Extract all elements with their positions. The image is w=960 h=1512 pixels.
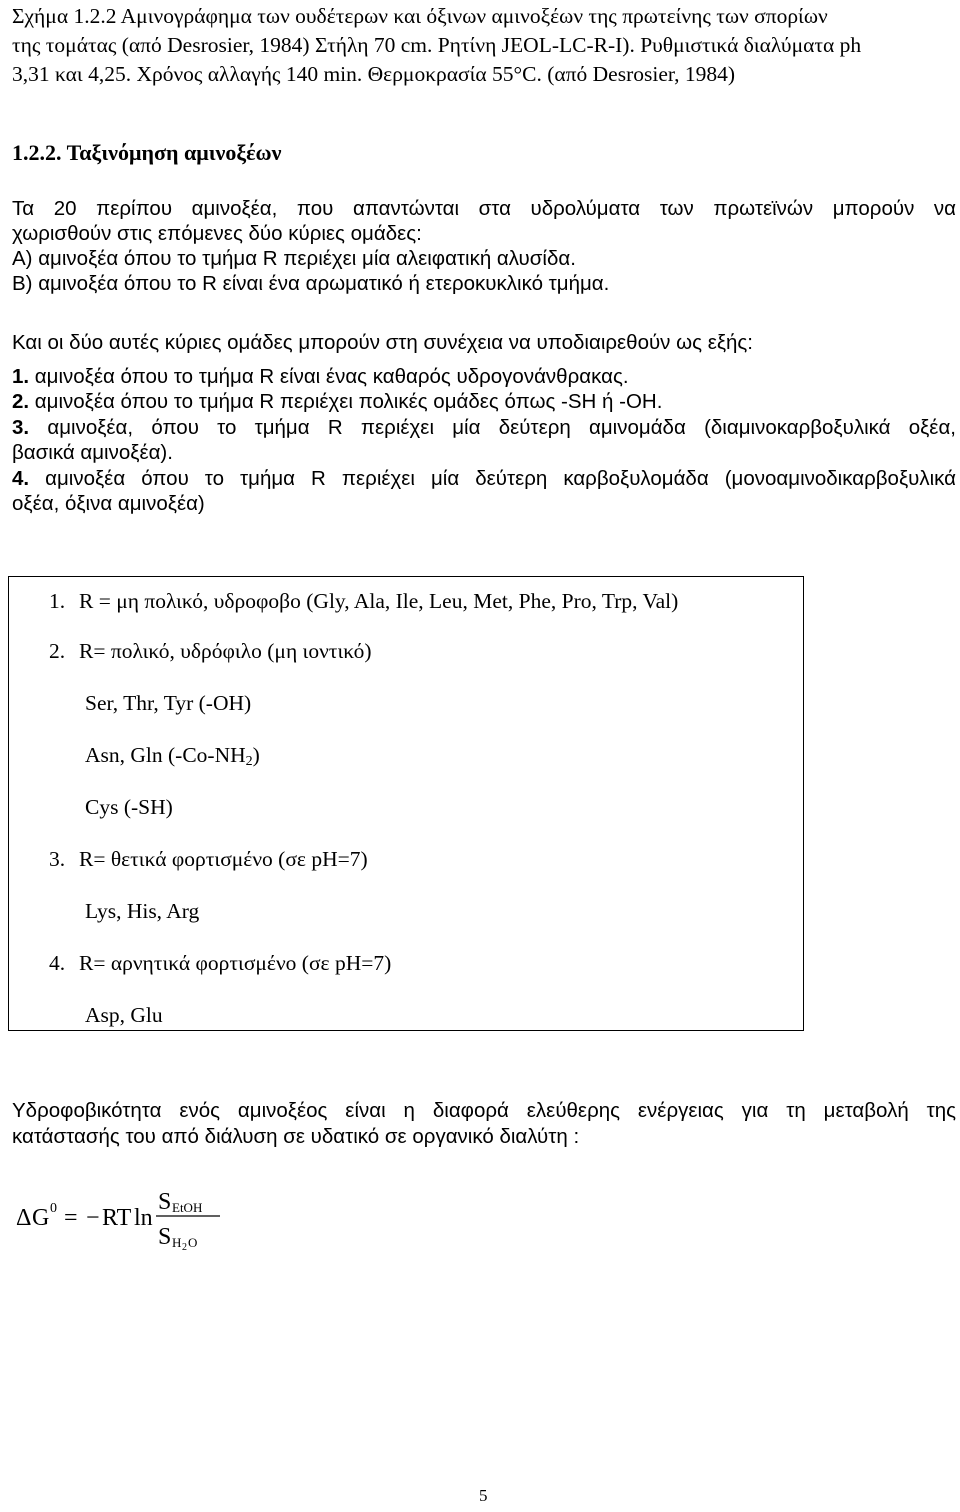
hydrophobicity-paragraph — [12, 1098, 956, 1150]
subgroup-item-3-cont: βασικά αμινοξέα). — [12, 441, 173, 464]
group-2-amide-end: ) — [252, 743, 260, 767]
group-3-text: R= θετικά φορτισμένο (σε pH=7) — [79, 847, 368, 871]
group-2-thiol: Cys (-SH) — [85, 795, 173, 819]
group-4 — [49, 951, 391, 976]
intro-line-4: Β) αμινοξέα όπου το R είναι ένα αρωματικό ή ετεροκυκλικό τμήμα. — [12, 272, 610, 295]
formula-denominator-sub-o: O — [188, 1235, 198, 1250]
subgroup-item-1-text: αμινοξέα όπου το τμήμα R είναι ένας καθαρός υδρογονάνθρακας. — [29, 364, 629, 388]
formula-delta: Δ — [16, 1205, 32, 1231]
intro-paragraph — [12, 196, 956, 296]
caption-line-3: 3,31 και 4,25. Χρόνος αλλαγής 140 min. Θερμοκρασία 55°C. (από Desrosier, 1984) — [12, 62, 736, 86]
formula-ln: ln — [134, 1205, 153, 1231]
hydrophobicity-line-2: κατάστασής του από διάλυση σε υδατικό σε οργανικό διαλύτη : — [12, 1125, 580, 1148]
subgroup-item-1 — [12, 364, 956, 390]
caption-line-1: Σχήμα 1.2.2 Αμινογράφημα των ουδέτερων και όξινων αμινοξέων της πρωτείνης των σπορίων — [12, 4, 828, 28]
group-2-amide-sub: 2 — [245, 754, 253, 769]
formula-superscript-0: 0 — [50, 1201, 57, 1216]
subgroup-item-4-text: αμινοξέα όπου το τμήμα R περιέχει μία δεύτερη καρβοξυλομάδα (μονοαμινοδικαρβοξυλικά — [29, 466, 956, 490]
subgroup-item-2-num: 2. — [12, 390, 30, 413]
subgroup-item-4-cont: οξέα, όξινα αμινοξέα) — [12, 492, 205, 515]
formula-g: G — [32, 1205, 50, 1231]
group-1-text: R = μη πολικό, υδροφοβο (Gly, Ala, Ile, Leu, Met, Phe, Pro, Trp, Val) — [79, 589, 679, 613]
subgroup-item-3-num: 3. — [12, 415, 30, 439]
intro-line-2: χωρισθούν στις επόμενες δύο κύριες ομάδες: — [12, 222, 422, 245]
formula-denominator-sub-h: H — [172, 1235, 182, 1250]
free-energy-formula — [16, 1184, 256, 1254]
group-4-text: R= αρνητικά φορτισμένο (σε pH=7) — [79, 951, 392, 975]
formula-numerator-sub: EtOH — [172, 1200, 203, 1215]
subgroups-paragraph — [12, 330, 956, 517]
formula-denominator-sub-2: 2 — [182, 1242, 187, 1253]
formula-minus: − — [86, 1205, 100, 1231]
group-2-amide — [85, 743, 260, 770]
group-1 — [49, 589, 678, 614]
group-2-text: R= πολικό, υδρόφιλο (μη ιοντικό) — [79, 639, 372, 663]
caption-line-2: της τομάτας (από Desrosier, 1984) Στήλη 70 cm. Ρητίνη JEOL-LC-R-I). Ρυθμιστικά διαλύματα ph — [12, 33, 862, 57]
group-2-hydroxyl: Ser, Thr, Tyr (-OH) — [85, 691, 252, 715]
subgroup-item-3-text: αμινοξέα, όπου το τμήμα R περιέχει μία δεύτερη αμινομάδα (διαμινοκαρβοξυλικά οξέα, — [29, 415, 956, 439]
subgroups-intro: Και οι δύο αυτές κύριες ομάδες μπορούν στη συνέχεια να υποδιαιρεθούν ως εξής: — [12, 331, 754, 354]
classification-box — [8, 576, 804, 1031]
group-2 — [49, 639, 372, 664]
subgroup-item-2 — [12, 389, 956, 415]
group-2-amide-main: Asn, Gln (-Co-NH — [85, 743, 246, 767]
formula-denominator-s: S — [158, 1224, 172, 1250]
figure-caption — [12, 2, 956, 89]
formula-numerator-s: S — [158, 1189, 172, 1215]
intro-line-1: Τα 20 περίπου αμινοξέα, που απαντώνται στα υδρολύματα των πρωτεϊνών μπορούν να — [12, 197, 956, 220]
group-1-num: 1. — [49, 589, 66, 613]
group-4-members: Asp, Glu — [85, 1003, 163, 1027]
subgroup-item-4 — [12, 466, 956, 492]
formula-rt: RT — [102, 1205, 132, 1231]
group-3-num: 3. — [49, 847, 66, 871]
group-3 — [49, 847, 368, 872]
hydrophobicity-line-1: Υδροφοβικότητα ενός αμινοξέος είναι η διαφορά ελεύθερης ενέργειας για τη μεταβολή της — [12, 1099, 956, 1122]
subgroup-item-3 — [12, 415, 956, 441]
subgroup-item-4-num: 4. — [12, 466, 30, 490]
subgroup-item-2-text: αμινοξέα όπου το τμήμα R περιέχει πολικές ομάδες όπως -SH ή -OH. — [29, 390, 663, 413]
section-heading: 1.2.2. Ταξινόμηση αμινοξέων — [12, 140, 282, 165]
intro-line-3: Α) αμινοξέα όπου το τμήμα R περιέχει μία αλειφατική αλυσίδα. — [12, 247, 576, 270]
group-3-members: Lys, His, Arg — [85, 899, 200, 923]
group-2-num: 2. — [49, 639, 66, 663]
subgroup-item-1-num: 1. — [12, 364, 30, 388]
formula-equals: = — [64, 1205, 78, 1231]
group-4-num: 4. — [49, 951, 66, 975]
page-number: 5 — [479, 1486, 488, 1505]
